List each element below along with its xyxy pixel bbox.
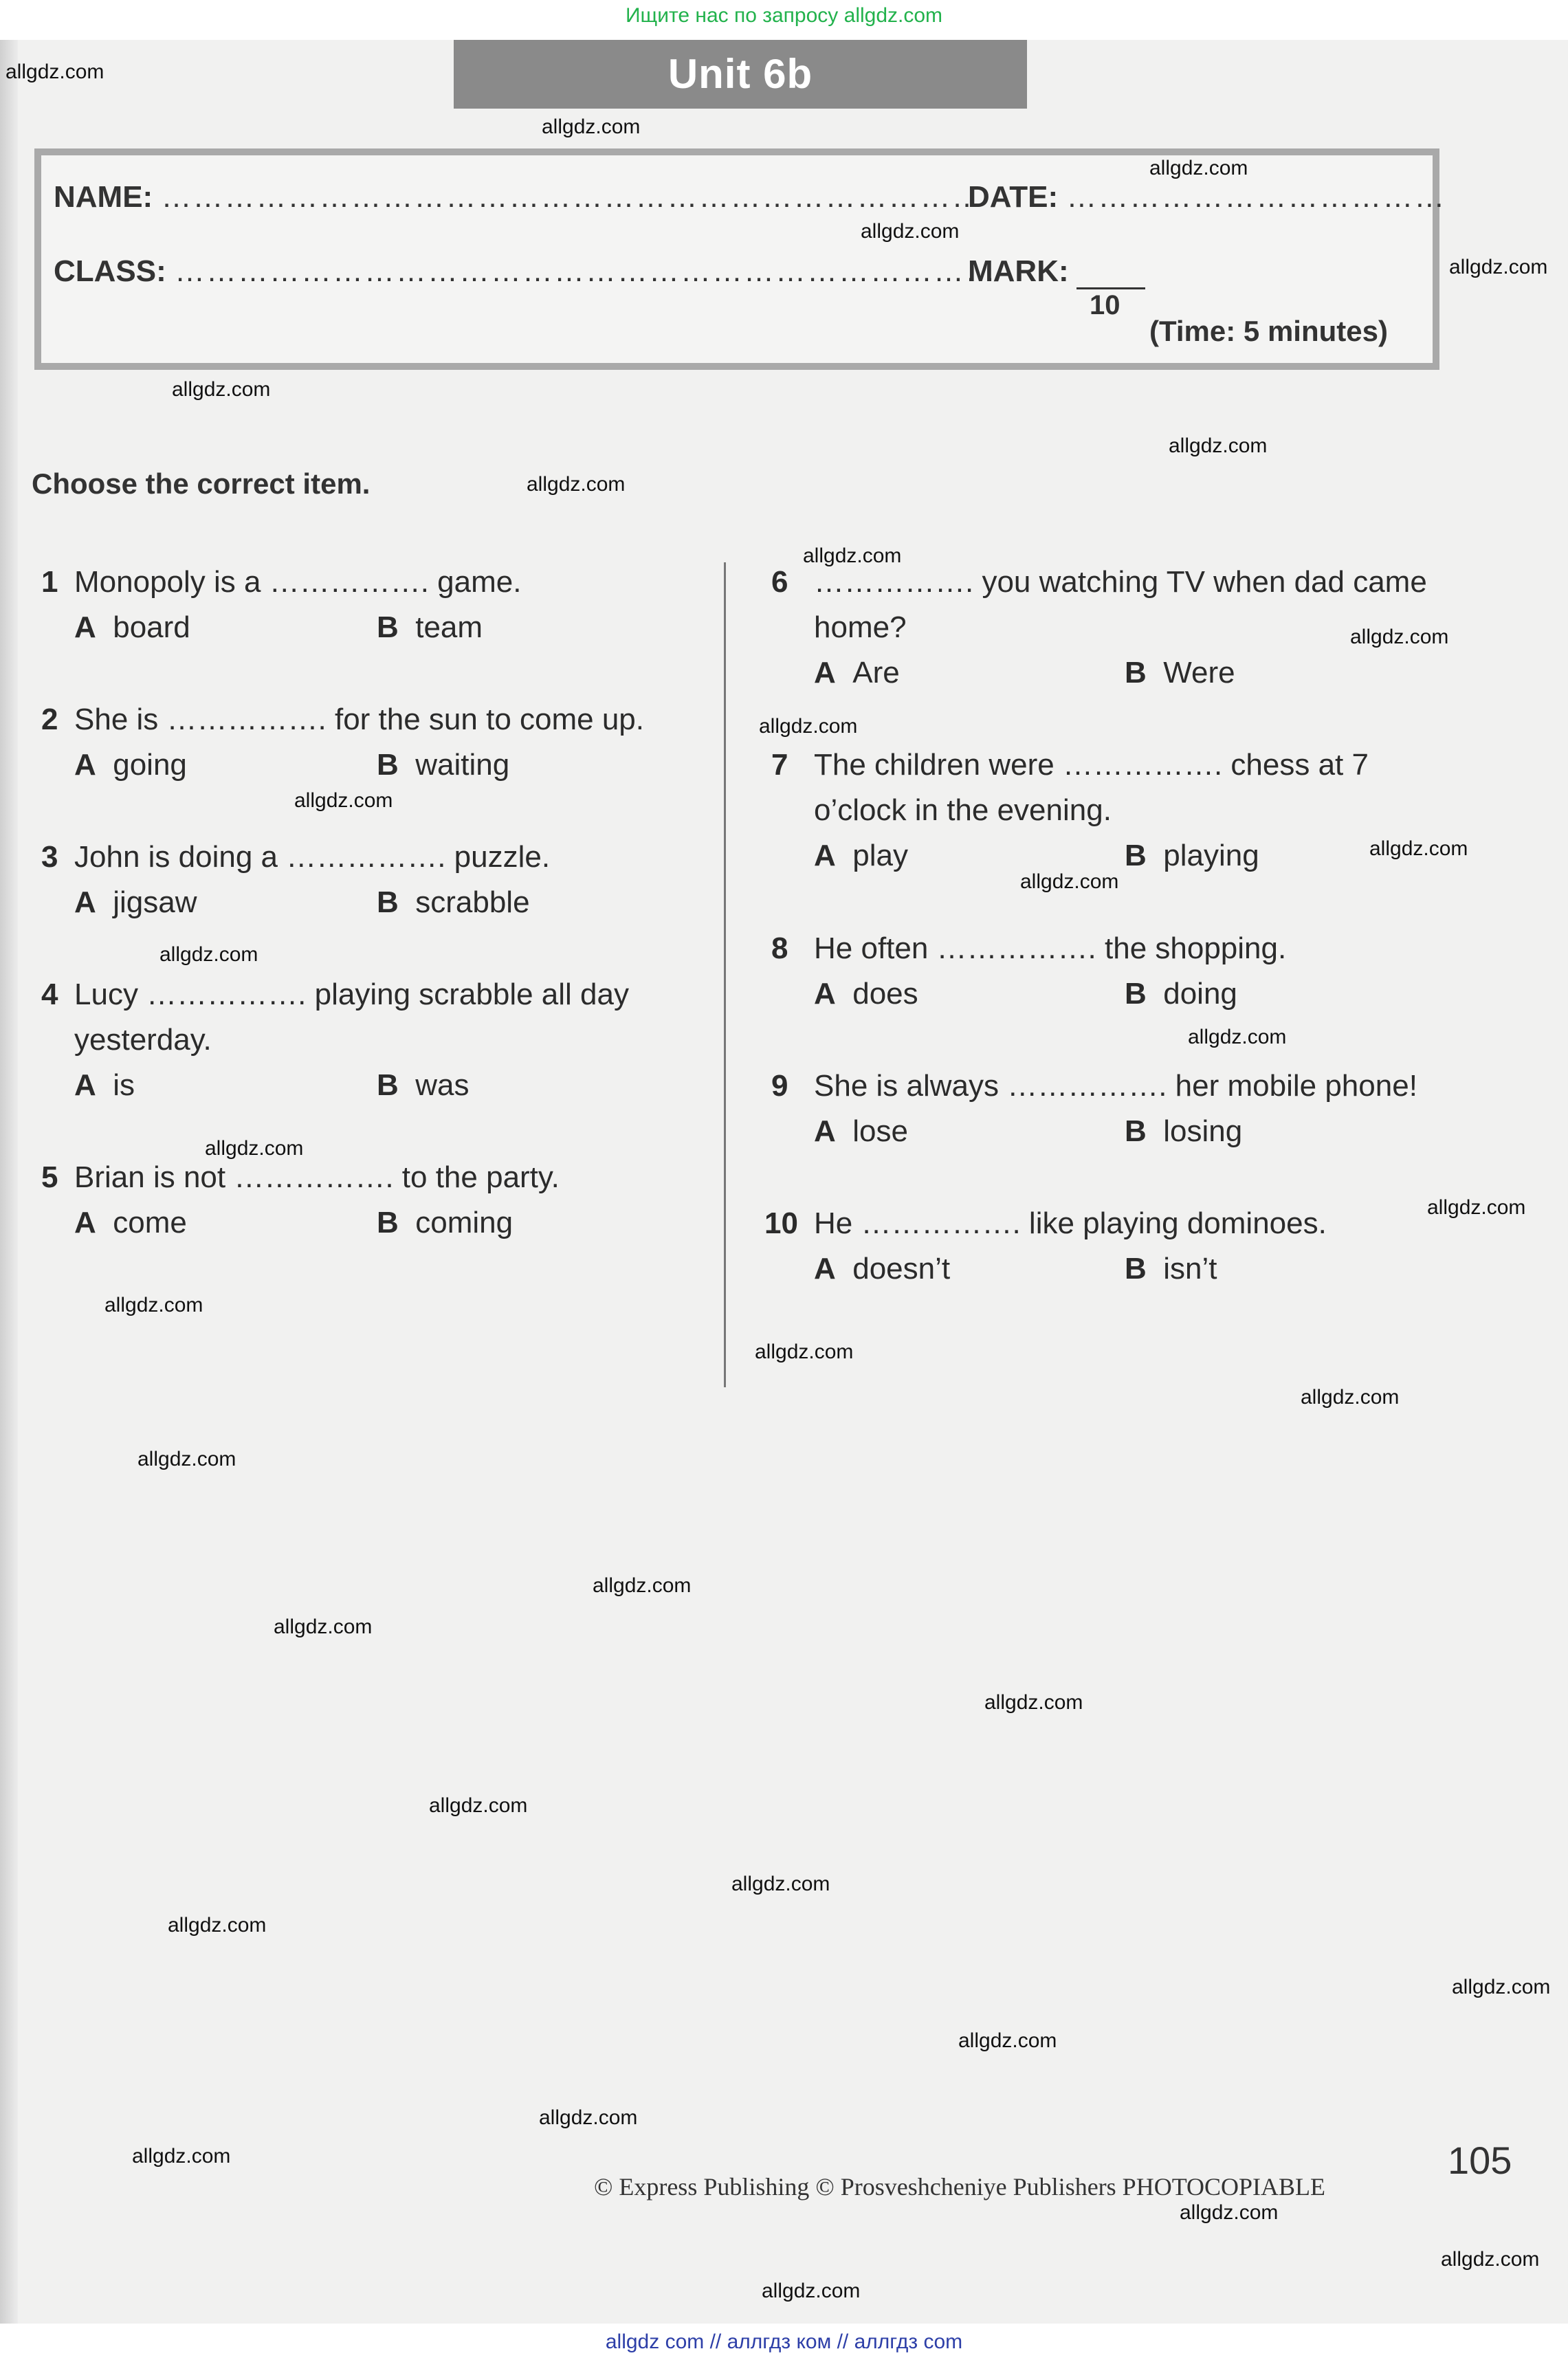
- option-letter: A: [74, 1206, 96, 1239]
- option-letter: B: [1125, 839, 1147, 872]
- watermark-text: allgdz.com: [762, 2280, 861, 2302]
- option-text: scrabble: [415, 885, 530, 919]
- option-letter: A: [814, 839, 836, 872]
- watermark-text: allgdz.com: [1449, 256, 1548, 278]
- question-3-option-a[interactable]: [74, 885, 197, 920]
- option-letter: A: [814, 1252, 836, 1286]
- question-line: Lucy ……………. playing scrabble all day: [74, 978, 629, 1011]
- question-number: 5: [41, 1160, 58, 1194]
- question-10-option-b[interactable]: [1125, 1252, 1217, 1286]
- option-letter: B: [377, 610, 399, 644]
- option-text: losing: [1163, 1114, 1243, 1148]
- option-text: team: [415, 610, 483, 644]
- question-4-text: [41, 978, 629, 1012]
- time-limit: (Time: 5 minutes): [1149, 315, 1388, 347]
- question-2-text: [41, 703, 644, 737]
- watermark-text: allgdz.com: [958, 2029, 1057, 2052]
- question-5-text: [41, 1160, 560, 1195]
- date-field: [968, 180, 1446, 214]
- bottom-banner-text: allgdz com // аллгдз ком // аллгдз com: [605, 2330, 963, 2353]
- watermark-text: allgdz.com: [168, 1914, 267, 1937]
- unit-title-header: [454, 40, 1027, 109]
- watermark-text: allgdz.com: [1452, 1976, 1551, 1998]
- question-line: He often ……………. the shopping.: [814, 931, 1287, 965]
- option-letter: A: [74, 1068, 96, 1102]
- option-text: isn’t: [1163, 1252, 1217, 1286]
- watermark-text: allgdz.com: [759, 715, 858, 738]
- question-8-option-b[interactable]: [1125, 977, 1237, 1011]
- watermark-text: allgdz.com: [104, 1294, 203, 1316]
- class-dots: ……………………………………………………………………: [175, 254, 997, 288]
- watermark-text: allgdz.com: [1188, 1026, 1287, 1048]
- watermark-text: allgdz.com: [5, 60, 104, 83]
- top-banner: [0, 0, 1568, 40]
- question-7-option-b[interactable]: [1125, 839, 1259, 873]
- watermark-text: allgdz.com: [1427, 1196, 1526, 1219]
- watermark-text: allgdz.com: [542, 115, 641, 138]
- option-letter: A: [74, 610, 96, 644]
- question-10-option-a[interactable]: [814, 1252, 950, 1286]
- option-letter: A: [814, 1114, 836, 1148]
- copyright-notice: © Express Publishing © Prosveshcheniye Publishers PHOTOCOPIABLE: [594, 2173, 1326, 2201]
- name-field: [54, 180, 983, 214]
- watermark-text: allgdz.com: [593, 1574, 692, 1597]
- watermark-text: allgdz.com: [803, 544, 902, 567]
- option-text: doing: [1163, 977, 1237, 1011]
- question-line: Brian is not ……………. to the party.: [74, 1160, 560, 1194]
- option-text: waiting: [415, 748, 510, 782]
- question-7-text: [771, 748, 1369, 782]
- option-text: board: [113, 610, 190, 644]
- question-4-option-a[interactable]: [74, 1068, 135, 1103]
- option-letter: B: [1125, 1252, 1147, 1286]
- option-text: going: [113, 748, 187, 782]
- question-8-text: [771, 931, 1286, 966]
- mark-label: MARK:: [968, 254, 1069, 288]
- option-text: jigsaw: [113, 885, 197, 919]
- watermark-text: allgdz.com: [1441, 2248, 1540, 2271]
- option-letter: B: [377, 748, 399, 782]
- watermark-text: allgdz.com: [429, 1794, 528, 1817]
- option-text: doesn’t: [852, 1252, 951, 1286]
- question-number: 4: [41, 978, 58, 1011]
- question-number: 1: [41, 565, 58, 599]
- question-number: 9: [771, 1069, 788, 1103]
- option-letter: B: [1125, 1114, 1147, 1148]
- watermark-text: allgdz.com: [539, 2106, 638, 2129]
- watermark-text: allgdz.com: [1020, 870, 1119, 893]
- page-number: 105: [1448, 2139, 1512, 2182]
- watermark-text: allgdz.com: [731, 1873, 830, 1895]
- option-text: Were: [1163, 656, 1235, 690]
- option-text: is: [113, 1068, 135, 1102]
- top-banner-text: Ищите нас по запросу allgdz.com: [625, 4, 943, 27]
- option-letter: B: [377, 1206, 399, 1239]
- question-9-option-a[interactable]: [814, 1114, 908, 1149]
- question-7-option-a[interactable]: [814, 839, 908, 873]
- question-2-option-b[interactable]: [377, 748, 509, 782]
- mark-denominator: 10: [1090, 290, 1120, 320]
- watermark-text: allgdz.com: [172, 378, 271, 401]
- option-text: coming: [415, 1206, 514, 1239]
- watermark-text: allgdz.com: [984, 1691, 1083, 1714]
- option-letter: A: [74, 885, 96, 919]
- question-line: ……………. you watching TV when dad came: [814, 565, 1427, 599]
- question-number: 6: [771, 565, 788, 599]
- option-text: Are: [852, 656, 900, 690]
- question-line: He ……………. like playing dominoes.: [814, 1206, 1327, 1240]
- option-letter: A: [814, 977, 836, 1011]
- option-letter: A: [814, 656, 836, 690]
- question-10-text: [764, 1206, 1327, 1241]
- watermark-text: allgdz.com: [755, 1341, 854, 1363]
- mark-field: [968, 254, 1069, 289]
- unit-title: Unit 6b: [667, 51, 813, 97]
- question-line: home?: [814, 610, 907, 644]
- option-text: lose: [852, 1114, 908, 1148]
- option-text: was: [415, 1068, 470, 1102]
- question-1-option-b[interactable]: [377, 610, 483, 645]
- watermark-text: allgdz.com: [205, 1137, 304, 1160]
- question-9-text: [771, 1069, 1417, 1103]
- class-field: [54, 254, 997, 289]
- class-label: CLASS:: [54, 254, 166, 288]
- question-5-option-a[interactable]: [74, 1206, 187, 1240]
- question-line: o’clock in the evening.: [814, 793, 1112, 827]
- mark-line: [1076, 287, 1145, 289]
- watermark-text: allgdz.com: [132, 2145, 231, 2168]
- name-label: NAME:: [54, 180, 153, 214]
- student-info-box: [34, 148, 1446, 370]
- question-line: Monopoly is a ……………. game.: [74, 565, 522, 599]
- date-label: DATE:: [968, 180, 1059, 214]
- question-1-option-a[interactable]: [74, 610, 190, 645]
- question-line: She is always ……………. her mobile phone!: [814, 1069, 1417, 1103]
- question-number: 10: [764, 1206, 798, 1240]
- question-7-text: [814, 793, 1112, 828]
- watermark-text: allgdz.com: [527, 473, 626, 496]
- watermark-text: allgdz.com: [1149, 157, 1248, 179]
- question-6-option-a[interactable]: [814, 656, 900, 690]
- question-line: The children were ……………. chess at 7: [814, 748, 1369, 782]
- column-divider: [724, 562, 726, 1387]
- watermark-text: allgdz.com: [274, 1615, 373, 1638]
- watermark-text: allgdz.com: [1301, 1386, 1400, 1409]
- question-number: 2: [41, 703, 58, 736]
- question-line: John is doing a ……………. puzzle.: [74, 840, 551, 874]
- watermark-text: allgdz.com: [159, 943, 258, 966]
- question-6-text: [771, 565, 1427, 599]
- option-text: play: [852, 839, 908, 872]
- option-letter: B: [1125, 977, 1147, 1011]
- watermark-text: allgdz.com: [1350, 626, 1449, 648]
- name-dots: ……………………………………………………………………: [161, 180, 984, 214]
- option-text: playing: [1163, 839, 1259, 872]
- watermark-text: allgdz.com: [1169, 434, 1268, 457]
- option-letter: A: [74, 748, 96, 782]
- option-text: does: [852, 977, 918, 1011]
- question-line: She is ……………. for the sun to come up.: [74, 703, 644, 736]
- option-text: come: [113, 1206, 187, 1239]
- question-3-option-b[interactable]: [377, 885, 530, 920]
- question-number: 3: [41, 840, 58, 874]
- question-2-option-a[interactable]: [74, 748, 187, 782]
- watermark-text: allgdz.com: [294, 789, 393, 812]
- question-3-text: [41, 840, 550, 874]
- question-line: yesterday.: [74, 1023, 212, 1057]
- watermark-text: allgdz.com: [137, 1448, 236, 1470]
- option-letter: B: [1125, 656, 1147, 690]
- watermark-text: allgdz.com: [1369, 837, 1468, 860]
- instruction-heading: Choose the correct item.: [32, 467, 371, 500]
- bottom-banner: [0, 2324, 1568, 2360]
- option-letter: B: [377, 1068, 399, 1102]
- question-8-option-a[interactable]: [814, 977, 918, 1011]
- question-6-option-b[interactable]: [1125, 656, 1235, 690]
- question-5-option-b[interactable]: [377, 1206, 513, 1240]
- question-1-text: [41, 565, 521, 599]
- watermark-text: allgdz.com: [1180, 2201, 1279, 2224]
- page-binding-shadow: [0, 0, 18, 2360]
- watermark-text: allgdz.com: [861, 220, 960, 243]
- question-number: 8: [771, 931, 788, 965]
- option-letter: B: [377, 885, 399, 919]
- question-4-option-b[interactable]: [377, 1068, 469, 1103]
- question-number: 7: [771, 748, 788, 782]
- question-9-option-b[interactable]: [1125, 1114, 1242, 1149]
- question-4-text: [74, 1023, 212, 1057]
- date-dots: ………………………………: [1066, 180, 1446, 214]
- question-6-text: [814, 610, 907, 645]
